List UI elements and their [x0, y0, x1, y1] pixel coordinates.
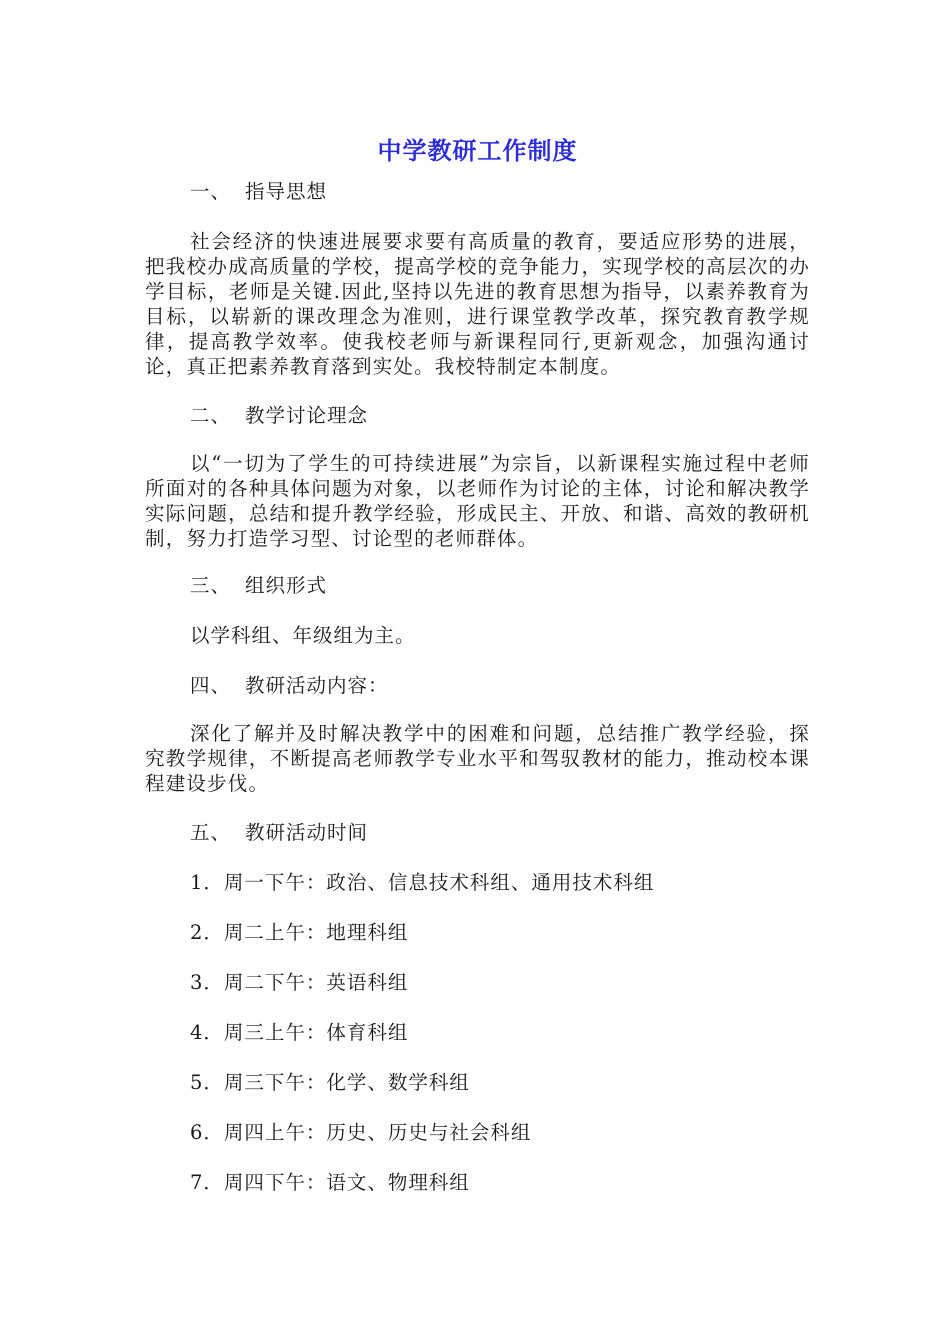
- document-title: 中学教研工作制度: [377, 137, 578, 165]
- section-body-3: 以学科组、年级组为主。: [190, 624, 416, 647]
- schedule-item: 6．周四上午：历史、历史与社会科组: [190, 1121, 532, 1144]
- section-heading-text: 教研活动时间: [245, 821, 369, 844]
- section-number: 四、: [190, 674, 232, 697]
- section-heading-text: 指导思想: [245, 180, 328, 203]
- schedule-item: 7．周四下午：语文、物理科组: [190, 1171, 470, 1194]
- section-number: 二、: [190, 404, 232, 427]
- section-number: 五、: [190, 821, 232, 844]
- section-body-2: 以“一切为了学生的可持续进展”为宗旨，以新课程实施过程中老师所面对的各种具体问题为对象，以老师作为讨论的主体，讨论和解决教学实际问题，总结和提升教学经验，形成民主、开放、和谐、高效的教研机制，努力打造学习型、讨论型的老师群体。: [145, 452, 810, 550]
- section-heading-text: 组织形式: [245, 574, 328, 597]
- schedule-item: 2．周二上午：地理科组: [190, 921, 409, 944]
- schedule-item: 4．周三上午：体育科组: [190, 1021, 409, 1044]
- schedule-list: [145, 868, 810, 1218]
- schedule-item: 5．周三下午：化学、数学科组: [190, 1071, 470, 1094]
- section-body-1: 社会经济的快速进展要求要有高质量的教育，要适应形势的进展，把我校办成高质量的学校，提高学校的竞争能力，实现学校的高层次的办学目标，老师是关键.因此,坚持以先进的教育思想为指导，以素养教育为目标，以崭新的课改理念为准则，进行课堂教学改革，探究教育教学规律，提高教学效率。使我校老师与新课程同行,更新观念，加强沟通讨论，真正把素养教育落到实处。我校特制定本制度。: [145, 230, 810, 378]
- schedule-item: 1．周一下午：政治、信息技术科组、通用技术科组: [190, 871, 655, 894]
- section-heading-text: 教研活动内容：: [245, 674, 389, 697]
- section-heading-1: [145, 177, 810, 207]
- section-number: 一、: [190, 180, 232, 203]
- section-heading-text: 教学讨论理念: [245, 404, 369, 427]
- section-heading-5: [145, 818, 810, 848]
- section-heading-4: [145, 671, 810, 701]
- section-heading-2: [145, 401, 810, 431]
- section-number: 三、: [190, 574, 232, 597]
- section-heading-3: [145, 571, 810, 601]
- section-body-4: 深化了解并及时解决教学中的困难和问题，总结推广教学经验，探究教学规律，不断提高老师教学专业水平和驾驭教材的能力，推动校本课程建设步伐。: [145, 722, 810, 795]
- schedule-item: 3．周二下午：英语科组: [190, 971, 409, 994]
